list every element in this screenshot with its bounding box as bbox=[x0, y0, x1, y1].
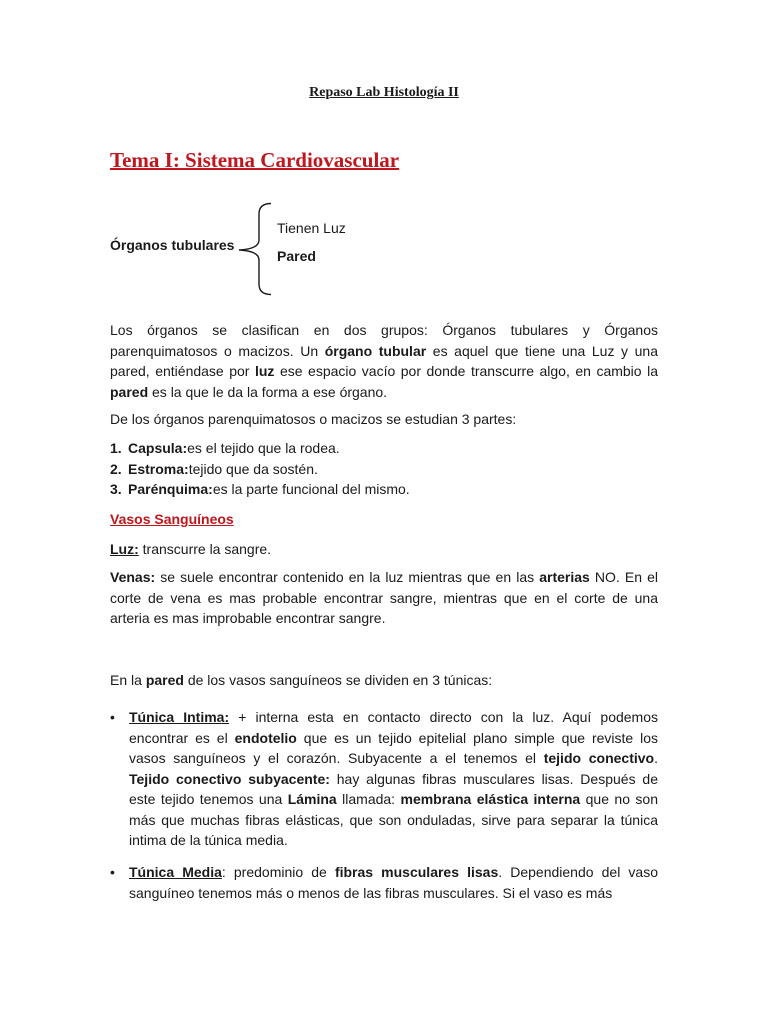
term-tejido-conectivo: tejido conectivo bbox=[543, 750, 655, 766]
text-run: hay algunas fibras musculares lisas. Después de este tejido tenemos una bbox=[129, 770, 658, 807]
item-number: 1. bbox=[110, 440, 122, 456]
intro-term-pared: pared bbox=[110, 383, 149, 400]
item-term: Capsula: bbox=[128, 440, 188, 456]
text-run: que es un tejido epitelial plano simple que reviste los vasos sanguíneos y el corazón. Subyacente a el tenemos el bbox=[129, 729, 659, 766]
section-title: Tema I: Sistema Cardiovascular bbox=[110, 148, 400, 172]
tunica-intima-term: Túnica Intima: bbox=[129, 709, 230, 725]
term-membrana-elastica: membrana elástica interna bbox=[400, 791, 581, 807]
term-endotelio: endotelio bbox=[234, 729, 297, 746]
text-run: que no son más que muchas fibras elásticas, que son onduladas, sirve para separar la túnica intima de la túnica media. bbox=[129, 791, 659, 848]
luz-term: Luz: bbox=[110, 541, 139, 557]
parts-list bbox=[110, 438, 410, 500]
subsection-title: Vasos Sanguíneos bbox=[110, 511, 234, 527]
venas-term-arterias: arterias bbox=[539, 569, 590, 585]
intro-text-1: Los órganos se clasifican en dos grupos: Órganos tubulares y Órganos parenquimatosos o macizos. Un bbox=[110, 322, 658, 359]
item-term: Estroma: bbox=[128, 460, 189, 477]
list-item bbox=[110, 479, 410, 500]
bullet-icon: • bbox=[110, 864, 115, 880]
item-description: es la parte funcional del mismo. bbox=[212, 481, 410, 497]
text-run: . bbox=[654, 750, 658, 766]
term-fibras-musculares: fibras musculares lisas bbox=[334, 864, 499, 880]
item-number: 3. bbox=[110, 481, 122, 497]
intro-text-3: ese espacio vacío por donde transcurre algo, en cambio la bbox=[274, 363, 658, 379]
venas-term: Venas: bbox=[110, 569, 156, 585]
parenquima-intro: De los órganos parenquimatosos o macizos se estudian 3 partes: bbox=[110, 411, 517, 427]
pared-intro-text-2: de los vasos sanguíneos se dividen en 3 túnicas: bbox=[183, 672, 493, 688]
list-item bbox=[110, 459, 410, 480]
venas-text-1: se suele encontrar contenido en la luz mientras que en las bbox=[155, 569, 540, 585]
luz-paragraph bbox=[110, 539, 658, 560]
item-term: Parénquima: bbox=[128, 481, 213, 497]
bullet-icon: • bbox=[110, 709, 115, 725]
pared-intro-text-1: En la bbox=[110, 672, 146, 688]
text-run: + interna esta en contacto directo con la luz. Aquí podemos encontrar es el bbox=[129, 709, 658, 746]
text-run: llamada: bbox=[336, 791, 401, 807]
pared-intro-term: pared bbox=[145, 672, 184, 688]
intro-term-luz: luz bbox=[254, 363, 275, 379]
tunica-media-term: Túnica Media bbox=[129, 864, 222, 880]
tunica-intima-item bbox=[110, 707, 658, 851]
luz-text: transcurre la sangre. bbox=[138, 541, 272, 557]
diagram-item-luz: Tienen Luz bbox=[277, 220, 346, 236]
venas-text-2: NO. En el corte de vena es mas probable encontrar sangre, mientras que en el corte de una arteria es mas improbable encontrar sangre. bbox=[110, 569, 658, 626]
diagram-label: Órganos tubulares bbox=[110, 237, 235, 253]
text-run: : predominio de bbox=[221, 864, 335, 880]
text-run: . Dependiendo del vaso sanguíneo tenemos más o menos de las fibras musculares. Si el vaso es más bbox=[129, 864, 659, 901]
term-tejido-subyacente: Tejido conectivo subyacente: bbox=[129, 770, 330, 787]
intro-text-2: es aquel que tiene una Luz y una pared, entiéndase por bbox=[110, 342, 658, 379]
tubular-organs-diagram bbox=[110, 198, 510, 298]
tunicas-list bbox=[110, 707, 658, 851]
intro-term-organo-tubular: órgano tubular bbox=[324, 342, 427, 359]
curly-brace-icon bbox=[238, 202, 274, 296]
document-title: Repaso Lab Histología II bbox=[309, 85, 459, 100]
list-item bbox=[110, 438, 410, 459]
term-lamina: Lámina bbox=[287, 791, 337, 807]
intro-paragraph bbox=[110, 320, 658, 402]
diagram-item-pared: Pared bbox=[277, 248, 316, 264]
tunica-media-item bbox=[110, 862, 658, 903]
pared-intro bbox=[110, 670, 658, 691]
item-description: tejido que da sostén. bbox=[188, 460, 318, 477]
intro-text-4: es la que le da la forma a ese órgano. bbox=[148, 383, 388, 400]
item-description: es el tejido que la rodea. bbox=[187, 440, 340, 456]
venas-paragraph bbox=[110, 567, 658, 629]
tunicas-list-continued bbox=[110, 862, 658, 903]
item-number: 2. bbox=[110, 460, 122, 477]
